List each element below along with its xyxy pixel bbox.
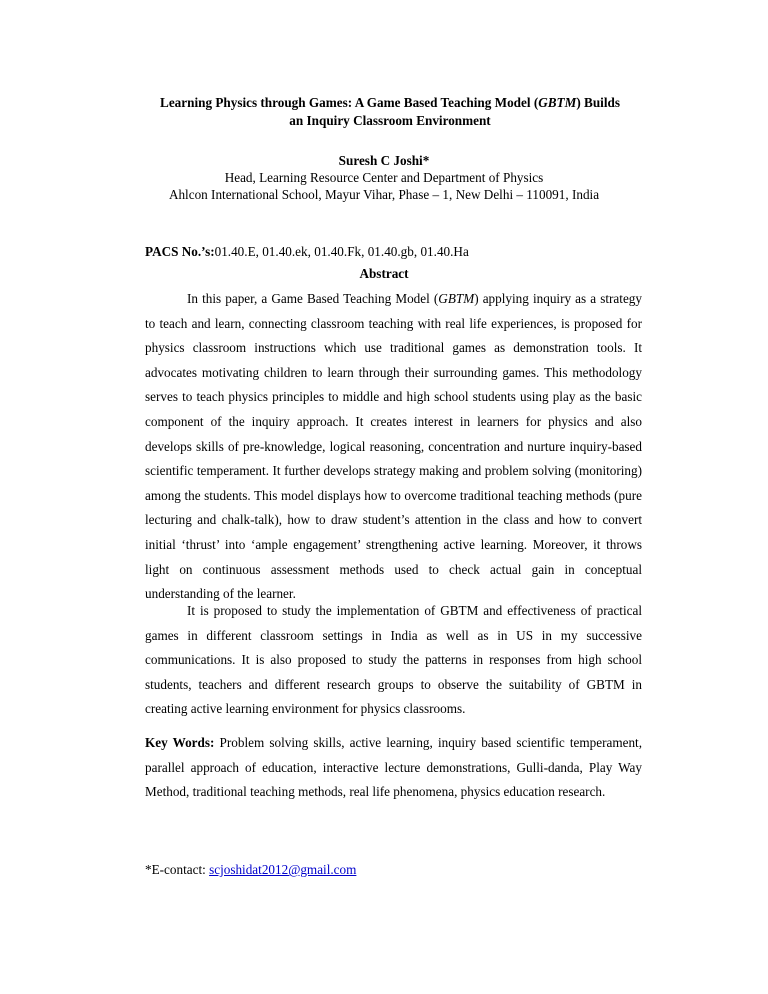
- contact-label: *E-contact:: [145, 862, 210, 877]
- abstract-p1-start: In this paper, a Game Based Teaching Model (: [187, 291, 439, 306]
- contact-email-link[interactable]: scjoshidat2012@gmail.com: [209, 862, 357, 877]
- keywords-value: Problem solving skills, active learning, inquiry based scientific temperament, parallel approach of education, interactive lecture demonstrations, Gulli-danda, Play Way Method, traditional teaching methods, real life phenomena, physics education research.: [145, 735, 642, 800]
- affiliation-line2: Ahlcon International School, Mayur Vihar, Phase – 1, New Delhi – 110091, India: [168, 187, 600, 202]
- pacs-numbers: [145, 243, 469, 261]
- abstract-p1-rest: ) applying inquiry as a strategy to teach and learn, connecting classroom teaching with real life experiences, is proposed for physics classroom instructions which use traditional games as demonstration tools. It advocates motivating children to learn through their surrounding games. This methodology serves to teach physics principles to middle and high school students using play as the basic component of the inquiry approach. It creates interest in learners for physics and also develops skills of pre-knowledge, logical reasoning, concentration and nurture inquiry-based scientific temperament. It further develops strategy making and problem solving (monitoring) among the students. This model displays how to overcome traditional teaching methods (pure lecturing and chalk-talk), how to draw student’s attention in the class and how to convert initial ‘thrust’ into ‘ample engagement’ strengthening active learning. Moreover, it throws light on continuous assessment methods used to check actual gain in conceptual understanding of the learner.: [145, 291, 642, 602]
- pacs-value: 01.40.E, 01.40.ek, 01.40.Fk, 01.40.gb, 01.40.Ha: [214, 244, 469, 259]
- contact-footnote: [145, 861, 356, 879]
- keywords: [145, 731, 642, 805]
- abstract-paragraph-1: [145, 287, 642, 607]
- pacs-label: PACS No.’s:: [145, 244, 215, 259]
- affiliation-line1: Head, Learning Resource Center and Department of Physics: [224, 170, 544, 185]
- abstract-p1-acronym: GBTM: [438, 291, 475, 306]
- keywords-label: Key Words:: [145, 735, 215, 750]
- abstract-heading: Abstract: [359, 266, 409, 281]
- title-line1: Learning Physics through Games: A Game Based Teaching Model (: [160, 95, 539, 110]
- author-name: Suresh C Joshi*: [338, 153, 430, 168]
- title-acronym: GBTM: [538, 95, 577, 110]
- paper-title: [140, 94, 640, 130]
- title-line1-end: ) Builds: [576, 95, 620, 110]
- abstract-paragraph-2: It is proposed to study the implementation of GBTM and effectiveness of practical games in different classroom settings in India as well as in US in my successive communications. It is also proposed to study the patterns in responses from high school students, teachers and different research groups to observe the suitability of GBTM in creating active learning environment for physics classrooms.: [145, 603, 642, 717]
- title-line2: an Inquiry Classroom Environment: [289, 113, 491, 128]
